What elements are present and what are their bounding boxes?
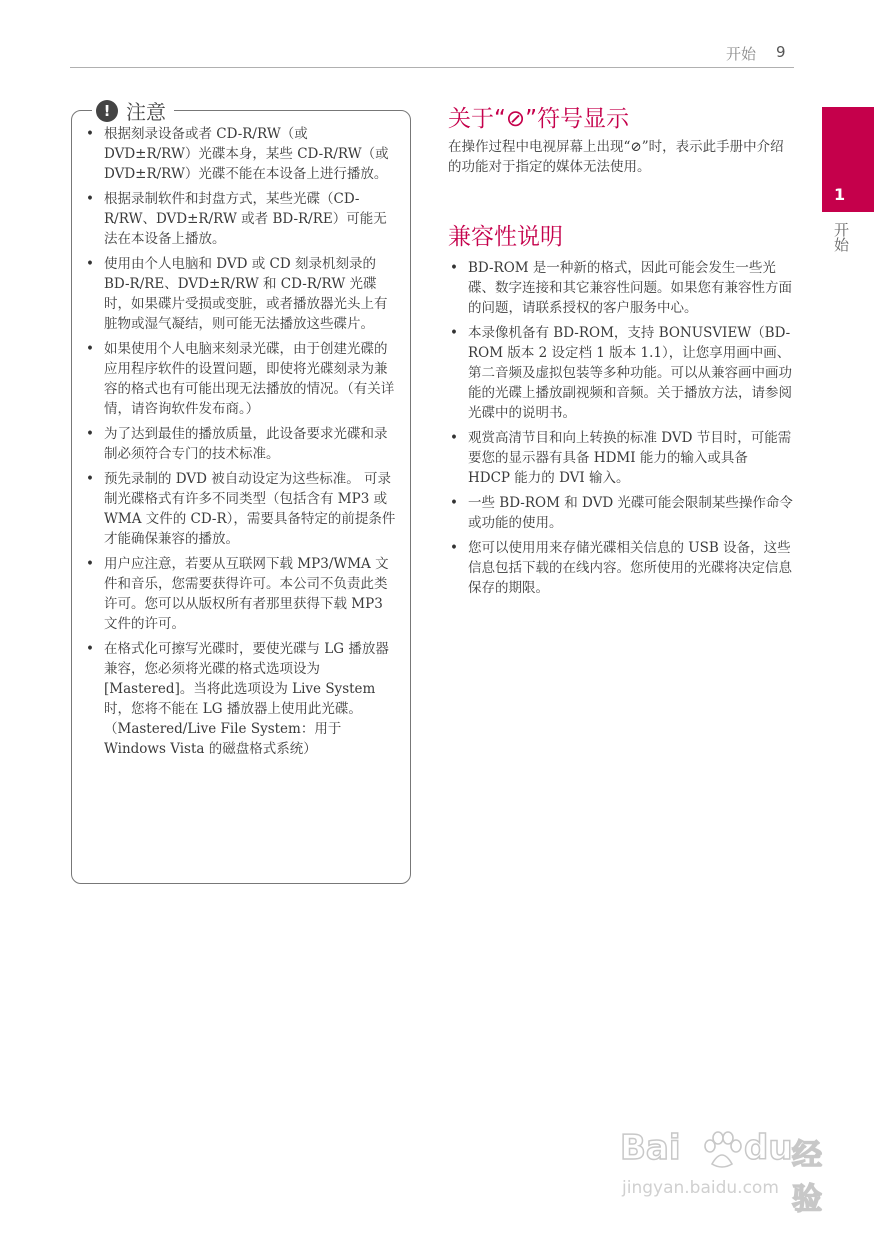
compat-item: • 您可以使用用来存储光碟相关信息的 USB 设备，这些信息包括下载的在线内容。您所使用的光碟将决定信息保存的期限。	[448, 538, 794, 598]
paw-icon	[700, 1130, 744, 1174]
note-item: • 根据刻录设备或者 CD-R/RW（或 DVD±R/RW）光碟本身，某些 CD-R/RW（或 DVD±R/RW）光碟不能在本设备上进行播放。	[84, 124, 396, 184]
compat-item: • 一些 BD-ROM 和 DVD 光碟可能会限制某些操作命令或功能的使用。	[448, 493, 794, 533]
chapter-tab	[822, 107, 874, 212]
compat-section-title: 兼容性说明	[448, 224, 563, 250]
symbol-section-title: 关于“⊘”符号显示	[448, 106, 630, 132]
note-item: • 预先录制的 DVD 被自动设定为这些标准。 可录制光碟格式有许多不同类型（包括含有 MP3 或 WMA 文件的 CD-R），需要具备特定的前提条件才能确保兼容的播放。	[84, 469, 396, 549]
header-divider	[70, 67, 794, 68]
watermark-brand-zh: 经验	[792, 1138, 822, 1217]
note-item: • 用户应注意，若要从互联网下载 MP3/WMA 文件和音乐，您需要获得许可。本公司不负责此类许可。您可以从版权所有者那里获得下载 MP3 文件的许可。	[84, 554, 396, 634]
symbol-section-body: 在操作过程中电视屏幕上出现“⊘”时，表示此手册中介绍的功能对于指定的媒体无法使用。	[448, 139, 784, 175]
compat-item: • 观赏高清节目和向上转换的标准 DVD 节目时，可能需要您的显示器有具备 HDMI 能力的输入或具备 HDCP 能力的 DVI 输入。	[448, 428, 794, 488]
compat-list	[448, 258, 794, 603]
note-label: 注意	[126, 100, 166, 124]
page-number: 9	[776, 43, 786, 61]
baidu-watermark	[620, 1128, 820, 1218]
note-list	[84, 124, 396, 764]
note-item: • 使用由个人电脑和 DVD 或 CD 刻录机刻录的 BD-R/RE、DVD±R/RW 和 CD-R/RW 光碟时，如果碟片受损或变脏，或者播放器光头上有脏物或湿气凝结，则可能无法播放这些碟片。	[84, 254, 396, 334]
header-section-title: 开始	[725, 45, 756, 63]
note-item: • 为了达到最佳的播放质量，此设备要求光碟和录制必须符合专门的技术标准。	[84, 424, 396, 464]
note-item: • 在格式化可擦写光碟时，要使光碟与 LG 播放器兼容，您必须将光碟的格式选项设为 [Mastered]。当将此选项设为 Live System 时，您将不能在 LG 播放器上使用此光碟。（Mastered/Live File System：用于 Windows Vista 的磁盘格式系统）	[84, 639, 396, 759]
note-item: • 根据录制软件和封盘方式，某些光碟（CD-R/RW、DVD±R/RW 或者 BD-R/RE）可能无法在本设备上播放。	[84, 189, 396, 249]
note-heading	[92, 96, 174, 125]
watermark-brand-right: du	[744, 1128, 793, 1168]
compat-item: • 本录像机备有 BD-ROM，支持 BONUSVIEW（BD-ROM 版本 2 设定档 1 版本 1.1），让您享用画中画、第二音频及虚拟包装等多种功能。可以从兼容画中画功能的光碟上播放副视频和音频。关于播放方法，请参阅光碟中的说明书。	[448, 323, 794, 423]
watermark-brand-left: Bai	[620, 1128, 681, 1168]
exclamation-icon: !	[96, 100, 118, 122]
watermark-url: jingyan.baidu.com	[622, 1178, 779, 1198]
note-item: • 如果使用个人电脑来刻录光碟，由于创建光碟的应用程序软件的设置问题，即使将光碟刻录为兼容的格式也有可能出现无法播放的情况。（有关详情，请咨询软件发布商。）	[84, 339, 396, 419]
chapter-number: 1	[834, 185, 846, 204]
compat-item: • BD-ROM 是一种新的格式，因此可能会发生一些光碟、数字连接和其它兼容性问题。如果您有兼容性方面的问题，请联系授权的客户服务中心。	[448, 258, 794, 318]
chapter-label: 开始	[832, 222, 850, 252]
